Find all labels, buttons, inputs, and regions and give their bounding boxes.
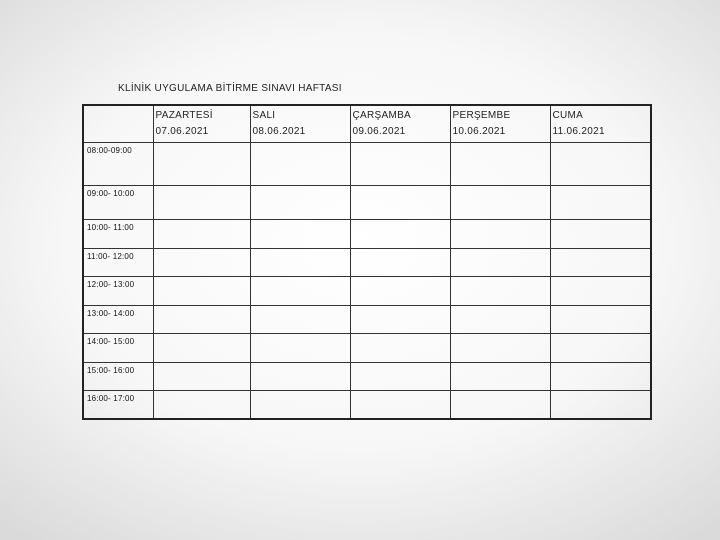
table-row — [83, 390, 651, 419]
schedule-cell[interactable] — [450, 220, 550, 248]
schedule-cell[interactable] — [350, 390, 450, 419]
schedule-cell[interactable] — [350, 334, 450, 362]
day-name: CUMA — [552, 110, 584, 121]
schedule-cell[interactable] — [450, 334, 550, 362]
schedule-cell[interactable] — [350, 362, 450, 390]
schedule-cell[interactable] — [153, 248, 250, 276]
time-slot-label: 09:00- 10:00 — [83, 185, 153, 220]
schedule-cell[interactable] — [550, 390, 651, 419]
schedule-cell[interactable] — [350, 248, 450, 276]
schedule-cell[interactable] — [350, 220, 450, 248]
day-date: 10.06.2021 — [452, 126, 506, 137]
page-title: KLİNİK UYGULAMA BİTİRME SINAVI HAFTASI — [118, 83, 342, 94]
time-slot-label: 13:00- 14:00 — [83, 305, 153, 333]
schedule-cell[interactable] — [350, 185, 450, 220]
schedule-cell[interactable] — [450, 362, 550, 390]
schedule-cell[interactable] — [550, 277, 651, 305]
schedule-cell[interactable] — [450, 390, 550, 419]
time-slot-label: 15:00- 16:00 — [83, 362, 153, 390]
time-slot-label: 16:00- 17:00 — [83, 390, 153, 419]
table-row — [83, 277, 651, 305]
header-row — [83, 105, 651, 143]
schedule-cell[interactable] — [250, 185, 350, 220]
table-row — [83, 143, 651, 186]
schedule-cell[interactable] — [153, 185, 250, 220]
schedule-cell[interactable] — [250, 143, 350, 186]
schedule-cell[interactable] — [250, 248, 350, 276]
schedule-cell[interactable] — [153, 305, 250, 333]
table-row — [83, 220, 651, 248]
time-slot-label: 11:00- 12:00 — [83, 248, 153, 276]
table-row — [83, 334, 651, 362]
schedule-cell[interactable] — [153, 390, 250, 419]
schedule-cell[interactable] — [250, 277, 350, 305]
schedule-cell[interactable] — [450, 305, 550, 333]
schedule-cell[interactable] — [450, 143, 550, 186]
time-slot-label: 10:00- 11:00 — [83, 220, 153, 248]
day-header-thursday — [450, 105, 550, 143]
day-date: 11.06.2021 — [552, 126, 605, 137]
time-slot-label: 08:00-09:00 — [83, 143, 153, 186]
table-row — [83, 248, 651, 276]
schedule-cell[interactable] — [550, 185, 651, 220]
schedule-cell[interactable] — [450, 185, 550, 220]
schedule-cell[interactable] — [450, 277, 550, 305]
time-slot-label: 14:00- 15:00 — [83, 334, 153, 362]
day-name: ÇARŞAMBA — [352, 110, 412, 121]
schedule-cell[interactable] — [550, 248, 651, 276]
day-name: PERŞEMBE — [452, 110, 511, 121]
schedule-cell[interactable] — [350, 305, 450, 333]
day-date: 07.06.2021 — [155, 126, 209, 137]
day-header-wednesday — [350, 105, 450, 143]
schedule-cell[interactable] — [250, 390, 350, 419]
schedule-cell[interactable] — [550, 143, 651, 186]
exam-schedule-table — [82, 104, 652, 420]
day-header-tuesday — [250, 105, 350, 143]
schedule-cell[interactable] — [153, 220, 250, 248]
schedule-cell[interactable] — [550, 220, 651, 248]
schedule-cell[interactable] — [550, 334, 651, 362]
schedule-cell[interactable] — [153, 334, 250, 362]
schedule-cell[interactable] — [250, 220, 350, 248]
schedule-cell[interactable] — [250, 305, 350, 333]
day-header-monday — [153, 105, 250, 143]
schedule-cell[interactable] — [250, 334, 350, 362]
schedule-cell[interactable] — [153, 143, 250, 186]
table-row — [83, 305, 651, 333]
schedule-cell[interactable] — [153, 277, 250, 305]
day-name: SALI — [252, 110, 276, 121]
day-date: 09.06.2021 — [352, 126, 406, 137]
day-header-friday — [550, 105, 651, 143]
day-date: 08.06.2021 — [252, 126, 306, 137]
schedule-cell[interactable] — [550, 305, 651, 333]
schedule-cell[interactable] — [450, 248, 550, 276]
time-slot-label: 12:00- 13:00 — [83, 277, 153, 305]
corner-cell — [83, 105, 153, 143]
table-row — [83, 185, 651, 220]
schedule-cell[interactable] — [350, 277, 450, 305]
schedule-cell[interactable] — [550, 362, 651, 390]
table-row — [83, 362, 651, 390]
day-name: PAZARTESİ — [155, 110, 213, 121]
schedule-cell[interactable] — [350, 143, 450, 186]
schedule-cell[interactable] — [250, 362, 350, 390]
schedule-cell[interactable] — [153, 362, 250, 390]
